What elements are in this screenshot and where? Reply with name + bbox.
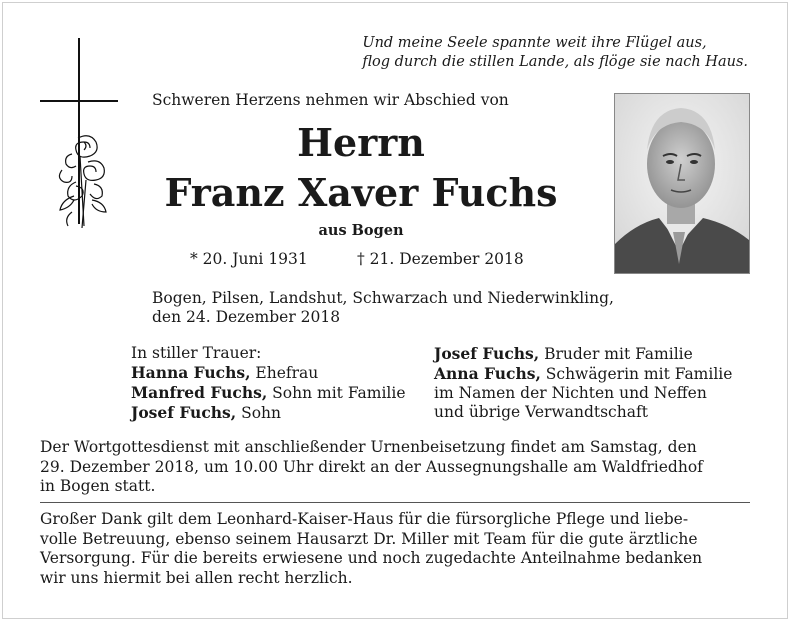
mourner-relation: Bruder mit Familie [539, 345, 693, 363]
mourner-name: Josef Fuchs, [434, 344, 540, 363]
mourner-row [434, 344, 732, 364]
mourner-relation: Schwägerin mit Familie [540, 365, 733, 383]
thanks-line: volle Betreuung, ebenso seinem Hausarzt Dr. Miller mit Team für die gute ärztliche [40, 529, 698, 548]
divider [40, 502, 750, 503]
service-notice [40, 438, 755, 497]
mourners-extra: und übrige Verwandtschaft [434, 403, 648, 421]
portrait-photo [614, 93, 750, 274]
mourner-row [131, 363, 406, 383]
mourner-name: Manfred Fuchs, [131, 383, 268, 402]
mourner-row [434, 364, 732, 384]
mourners-right [434, 344, 732, 422]
thanks-notice [40, 510, 755, 588]
deceased-name: Franz Xaver Fuchs [164, 170, 558, 215]
poem [362, 34, 748, 72]
places-date [152, 289, 614, 327]
thanks-line: wir uns hiermit bei allen recht herzlich. [40, 568, 353, 587]
mourners-extra: im Namen der Nichten und Neffen [434, 384, 707, 402]
thanks-line: Großer Dank gilt dem Leonhard-Kaiser-Haus für die fürsorgliche Pflege und liebe- [40, 510, 689, 528]
service-line: 29. Dezember 2018, um 10.00 Uhr direkt an der Aussegnungshalle am Waldfriedhof [40, 457, 703, 476]
date-line: den 24. Dezember 2018 [152, 308, 341, 326]
poem-line: Und meine Seele spannte weit ihre Flügel aus, [362, 35, 707, 51]
death-date: † 21. Dezember 2018 [357, 250, 524, 268]
mourner-relation: Sohn mit Familie [267, 384, 406, 402]
salutation: Herrn [297, 120, 425, 165]
service-line: Der Wortgottesdienst mit anschließender Urnenbeisetzung findet am Samstag, den [40, 438, 697, 456]
rose-icon [54, 132, 116, 232]
intro-text: Schweren Herzens nehmen wir Abschied von [152, 91, 509, 109]
poem-line: flog durch die stillen Lande, als flöge sie nach Haus. [362, 54, 748, 70]
mourners-heading: In stiller Trauer: [131, 344, 262, 362]
mourner-row [131, 403, 406, 423]
mourner-name: Anna Fuchs, [434, 364, 541, 383]
thanks-line: Versorgung. Für die bereits erwiesene und noch zugedachte Anteilnahme bedanken [40, 549, 703, 567]
service-line: in Bogen statt. [40, 477, 156, 495]
mourner-name: Hanna Fuchs, [131, 363, 251, 382]
mourner-relation: Sohn [236, 404, 281, 422]
mourner-relation: Ehefrau [250, 364, 319, 382]
origin: aus Bogen [318, 222, 404, 239]
cross-bar [40, 100, 118, 102]
places-line: Bogen, Pilsen, Landshut, Schwarzach und Niederwinkling, [152, 289, 614, 307]
mourner-row [131, 383, 406, 403]
mourners-left [131, 344, 406, 423]
birth-date: * 20. Juni 1931 [190, 250, 308, 268]
mourner-name: Josef Fuchs, [131, 403, 237, 422]
